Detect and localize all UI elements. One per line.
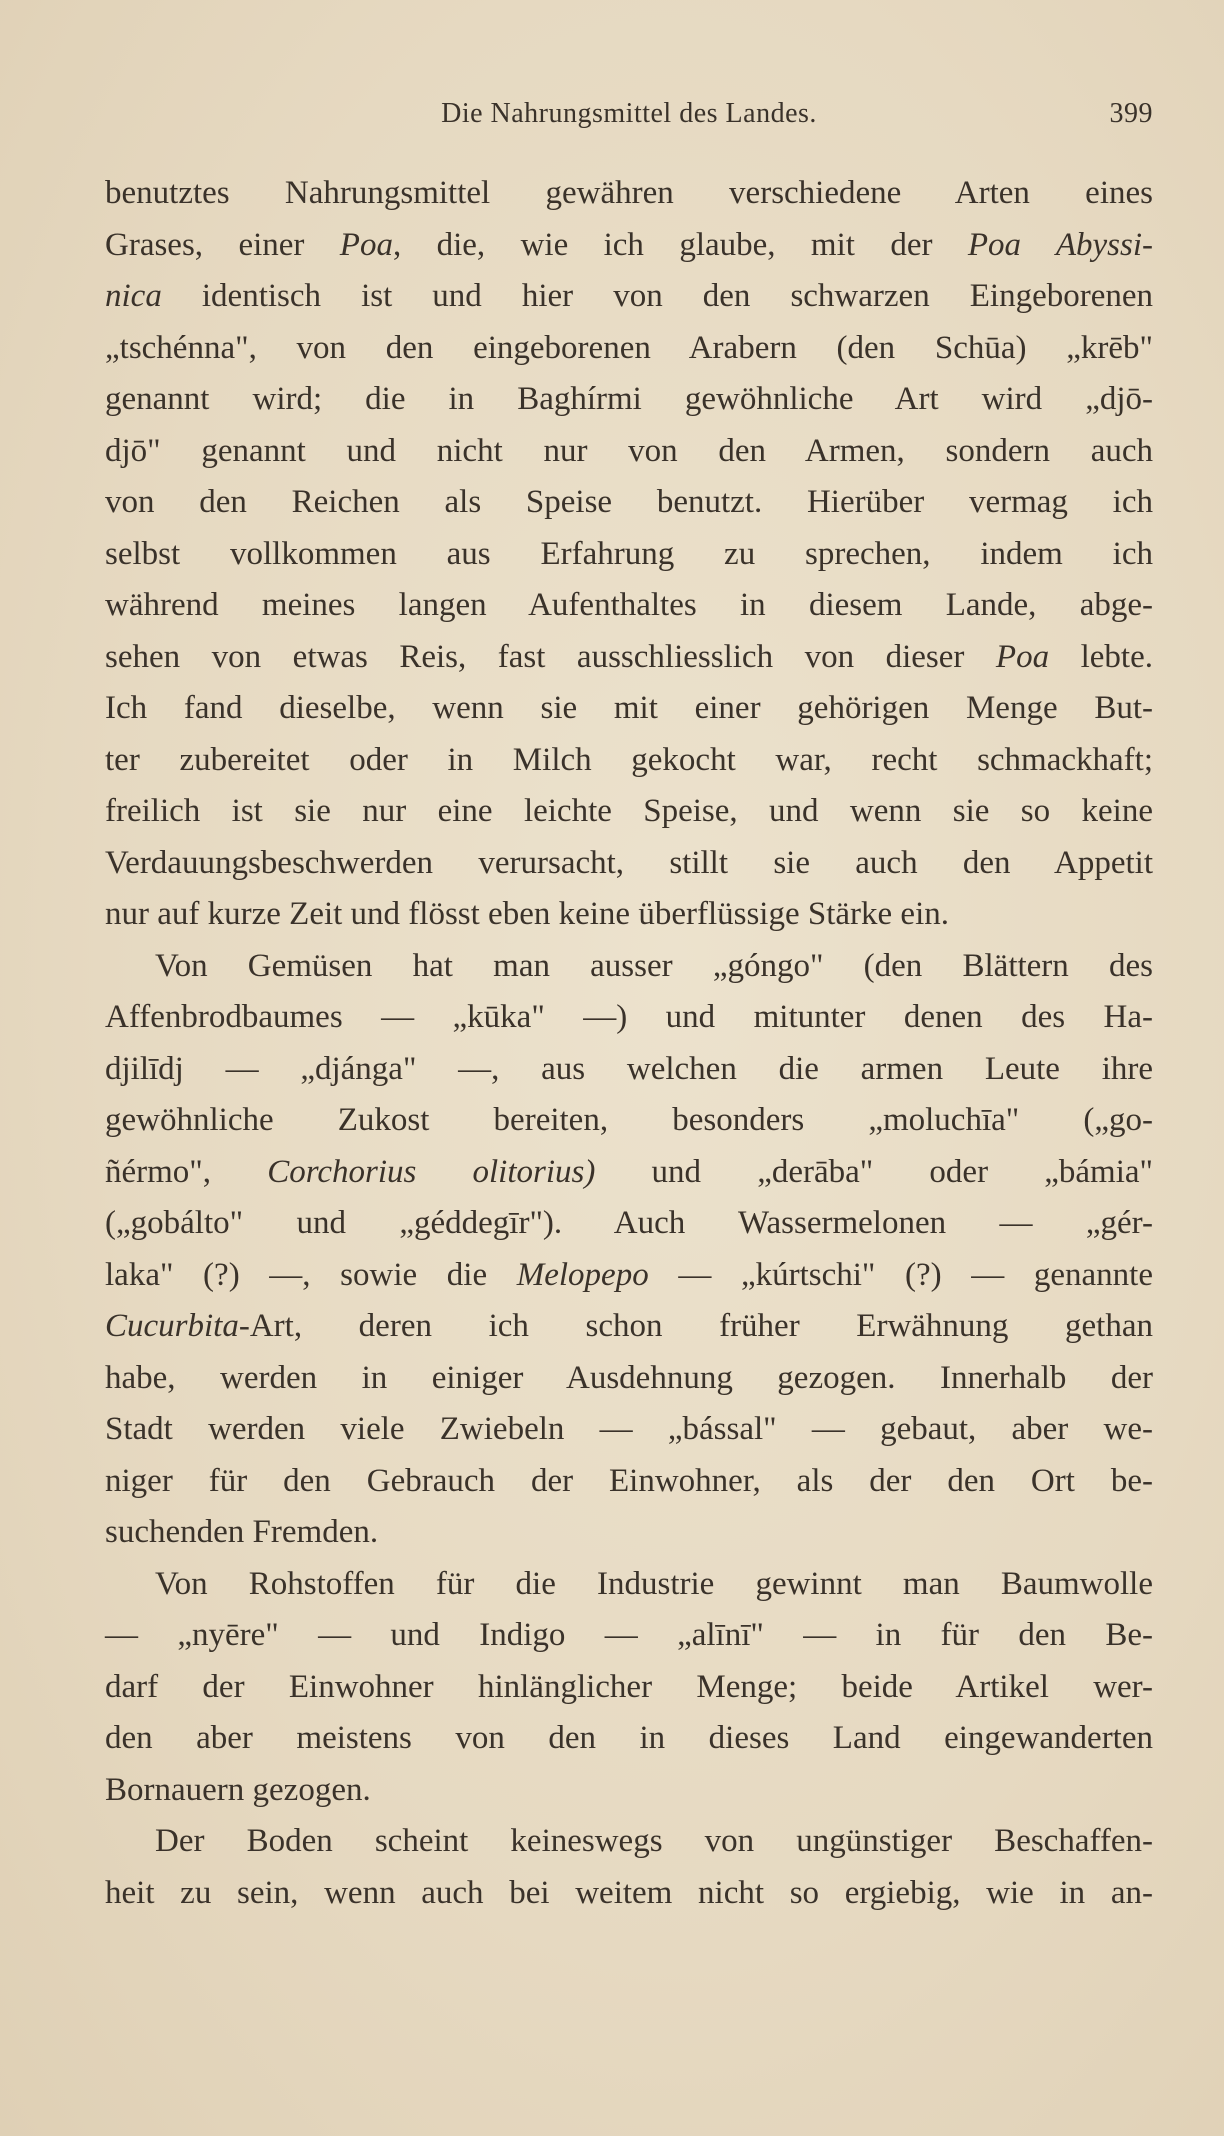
text-run: selbst vollkommen aus Erfahrung zu sprechen, indem ich — [105, 535, 1153, 572]
text-line — [105, 1044, 1153, 1096]
text-line — [105, 220, 1153, 272]
text-run: — „nyēre" — und Indigo — „alīnī" — in für den Be- — [105, 1617, 1153, 1653]
text-line — [105, 1868, 1153, 1920]
italic-term: Corchorius olitorius) — [267, 1153, 596, 1190]
italic-term: Melopepo — [516, 1256, 649, 1293]
text-run: laka" (?) —, sowie die — [105, 1256, 517, 1293]
text-run: Verdauungsbeschwerden verursacht, stillt sie auch den Appetit — [105, 844, 1153, 881]
text-line — [105, 1610, 1153, 1662]
text-line — [105, 477, 1153, 529]
page-number: 399 — [1109, 98, 1153, 129]
text-run: nur auf kurze Zeit und flösst eben keine überflüssige Stärke ein. — [105, 896, 949, 932]
text-line — [105, 1816, 1153, 1868]
text-run: Grases, einer — [105, 226, 340, 263]
text-line — [105, 1301, 1153, 1353]
text-line — [105, 374, 1153, 426]
text-line — [105, 889, 1153, 941]
text-run: ter zubereitet oder in Milch gekocht war, recht schmackhaft; — [105, 741, 1153, 778]
text-line — [105, 1250, 1153, 1302]
text-line — [105, 426, 1153, 478]
text-run: freilich ist sie nur eine leichte Speise, und wenn sie so keine — [105, 793, 1153, 829]
text-line — [105, 1713, 1153, 1765]
italic-term: Poa — [995, 638, 1050, 675]
text-line — [105, 786, 1153, 838]
text-run: heit zu sein, wenn auch bei weitem nicht so ergiebig, wie in an- — [105, 1874, 1153, 1911]
text-line — [105, 1456, 1153, 1508]
text-run: benutztes Nahrungsmittel gewähren verschiedene Arten eines — [105, 175, 1153, 211]
text-line — [105, 1353, 1153, 1405]
text-run: ñérmo", — [105, 1153, 268, 1190]
text-run: lebte. — [1049, 638, 1153, 675]
text-line — [105, 1507, 1153, 1559]
text-line — [105, 580, 1153, 632]
text-run: den aber meistens von den in dieses Land eingewanderten — [105, 1720, 1153, 1756]
text-run: darf der Einwohner hinlänglicher Menge; beide Artikel wer- — [105, 1668, 1153, 1705]
text-run: Stadt werden viele Zwiebeln — „bással" — gebaut, aber we- — [105, 1411, 1153, 1447]
text-line — [105, 1147, 1153, 1199]
text-run: gewöhnliche Zukost bereiten, besonders „moluchīa" („go- — [105, 1102, 1153, 1138]
text-run: djō" genannt und nicht nur von den Armen, sondern auch — [105, 432, 1153, 469]
text-line — [105, 632, 1153, 684]
text-line — [105, 941, 1153, 993]
text-run: genannt wird; die in Baghírmi gewöhnliche Art wird „djō- — [105, 381, 1153, 417]
text-line — [105, 529, 1153, 581]
text-run: Affenbrodbaumes — „kūka" —) und mitunter denen des Ha- — [105, 999, 1153, 1035]
text-run: Von Gemüsen hat man ausser „góngo" (den Blättern des — [155, 947, 1153, 984]
text-run: Von Rohstoffen für die Industrie gewinnt man Baumwolle — [155, 1565, 1153, 1602]
text-run: — „kúrtschi" (?) — genannte — [648, 1256, 1153, 1293]
text-line — [105, 168, 1153, 220]
text-line — [105, 271, 1153, 323]
text-run: niger für den Gebrauch der Einwohner, als der den Ort be- — [105, 1462, 1153, 1499]
text-run: „tschénna", von den eingeborenen Arabern (den Schūa) „krēb" — [105, 329, 1153, 366]
text-line — [105, 683, 1153, 735]
text-line — [105, 992, 1153, 1044]
text-line — [105, 1095, 1153, 1147]
text-line — [105, 735, 1153, 787]
italic-term: Poa — [339, 226, 393, 263]
italic-term: nica — [105, 278, 162, 314]
text-run: Der Boden scheint keineswegs von ungünstiger Beschaffen- — [155, 1823, 1153, 1859]
text-run: suchenden Fremden. — [105, 1514, 379, 1550]
italic-term: Poa Abyssi- — [967, 226, 1153, 263]
running-header — [105, 98, 1153, 138]
text-run: während meines langen Aufenthaltes in diesem Lande, abge- — [105, 587, 1153, 623]
text-line — [105, 838, 1153, 890]
text-run: -Art, deren ich schon früher Erwähnung gethan — [238, 1308, 1153, 1344]
running-title: Die Nahrungsmittel des Landes. — [441, 98, 817, 129]
text-run: sehen von etwas Reis, fast ausschliesslich von dieser — [105, 638, 996, 675]
text-run: djilīdj — „djánga" —, aus welchen die armen Leute ihre — [105, 1050, 1153, 1087]
text-line — [105, 1559, 1153, 1611]
text-line — [105, 323, 1153, 375]
text-run: Ich fand dieselbe, wenn sie mit einer gehörigen Menge But- — [105, 690, 1153, 726]
text-run: und „derāba" oder „bámia" — [595, 1153, 1153, 1190]
italic-term: Cucurbita — [105, 1308, 239, 1344]
text-run: („gobálto" und „géddegīr"). Auch Wassermelonen — „gér- — [105, 1205, 1153, 1241]
text-line — [105, 1404, 1153, 1456]
text-line — [105, 1198, 1153, 1250]
text-line — [105, 1662, 1153, 1714]
text-run: , die, wie ich glaube, mit der — [392, 226, 968, 263]
text-run: identisch ist und hier von den schwarzen Eingeborenen — [161, 278, 1153, 314]
text-run: Bornauern gezogen. — [105, 1771, 371, 1808]
text-run: von den Reichen als Speise benutzt. Hierüber vermag ich — [105, 484, 1153, 520]
body-text — [105, 168, 1153, 1919]
text-line — [105, 1765, 1153, 1817]
text-run: habe, werden in einiger Ausdehnung gezogen. Innerhalb der — [105, 1359, 1153, 1396]
